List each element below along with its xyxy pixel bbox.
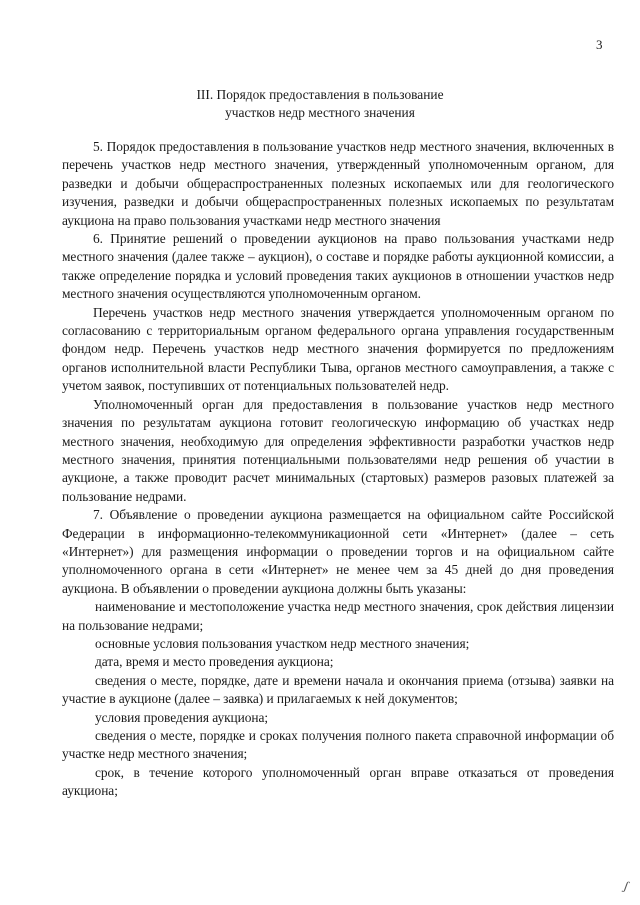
list-item: условия проведения аукциона; — [95, 709, 269, 725]
list-item: сведения о месте, порядке, дате и времени начала и окончания приема (отзыва) заявки на участие в аукционе (далее – заявка) и прилагаемых к ней документов; — [62, 672, 614, 707]
document-body — [62, 138, 614, 801]
paragraph-7: 7. Объявление о проведении аукциона размещается на официальном сайте Российской Федерации в информационно-телекоммуникационной сети «Интернет» (далее – сеть «Интернет») для размещения информации о проведении торгов и на официальном сайте уполномоченного органа в сети «Интернет» не менее чем за 45 дней до дня проведения аукциона. В объявлении о проведении аукциона должны быть указаны: — [62, 507, 614, 596]
paragraph-list-approval: Перечень участков недр местного значения утверждается уполномоченным органом по согласованию с территориальным органом федерального органа управления государственным фондом недр. Перечень участков недр местного значения формируется по предложениям органов исполнительной власти Республики Тыва, органов местного самоуправления, а также с учетом заявок, поступивших от потенциальных пользователей недр. — [62, 304, 614, 394]
page-number: 3 — [596, 37, 603, 52]
list-item: дата, время и место проведения аукциона; — [95, 654, 334, 670]
list-item: сведения о месте, порядке и сроках получения полного пакета справочной информации об участке недр местного значения; — [62, 728, 614, 762]
list-item: срок, в течение которого уполномоченный орган вправе отказаться от проведения аукциона; — [62, 764, 614, 799]
edge-mark: ʃ — [621, 877, 631, 894]
section-title-line-2: участков недр местного значения — [225, 105, 415, 120]
section-title-line-1: III. Порядок предоставления в пользование — [196, 87, 444, 102]
list-item: наименование и местоположение участка недр местного значения, срок действия лицензии на пользование недрами; — [62, 599, 614, 633]
section-title — [0, 86, 640, 122]
paragraph-5: 5. Порядок предоставления в пользование участков недр местного значения, включенных в перечень участков недр местного значения, утвержденный уполномоченным органом, для разведки и добычи общераспространенных полезных ископаемых или для геологического изучения, разведки и добычи общераспространенных полезных ископаемых по результатам аукциона на право пользования участками недр местного значения — [62, 139, 614, 228]
list-item: основные условия пользования участком недр местного значения; — [95, 635, 470, 651]
paragraph-geological-info: Уполномоченный орган для предоставления в пользование участков недр местного значения по результатам аукциона готовит геологическую информацию об участках недр местного значения, необходимую для определения эффективности разработки участков недр местного значения, принятия потенциальными пользователями недр решения об участии в аукционе, а также проводит расчет минимальных (стартовых) размеров разовых платежей за пользование недрами. — [62, 396, 614, 504]
paragraph-6: 6. Принятие решений о проведении аукционов на право пользования участками недр местного значения (далее также – аукцион), о составе и порядке работы аукционной комиссии, а также определение порядка и условий проведения таких аукционов в отношении участков недр местного значения осуществляются уполномоченным органом. — [62, 231, 614, 302]
